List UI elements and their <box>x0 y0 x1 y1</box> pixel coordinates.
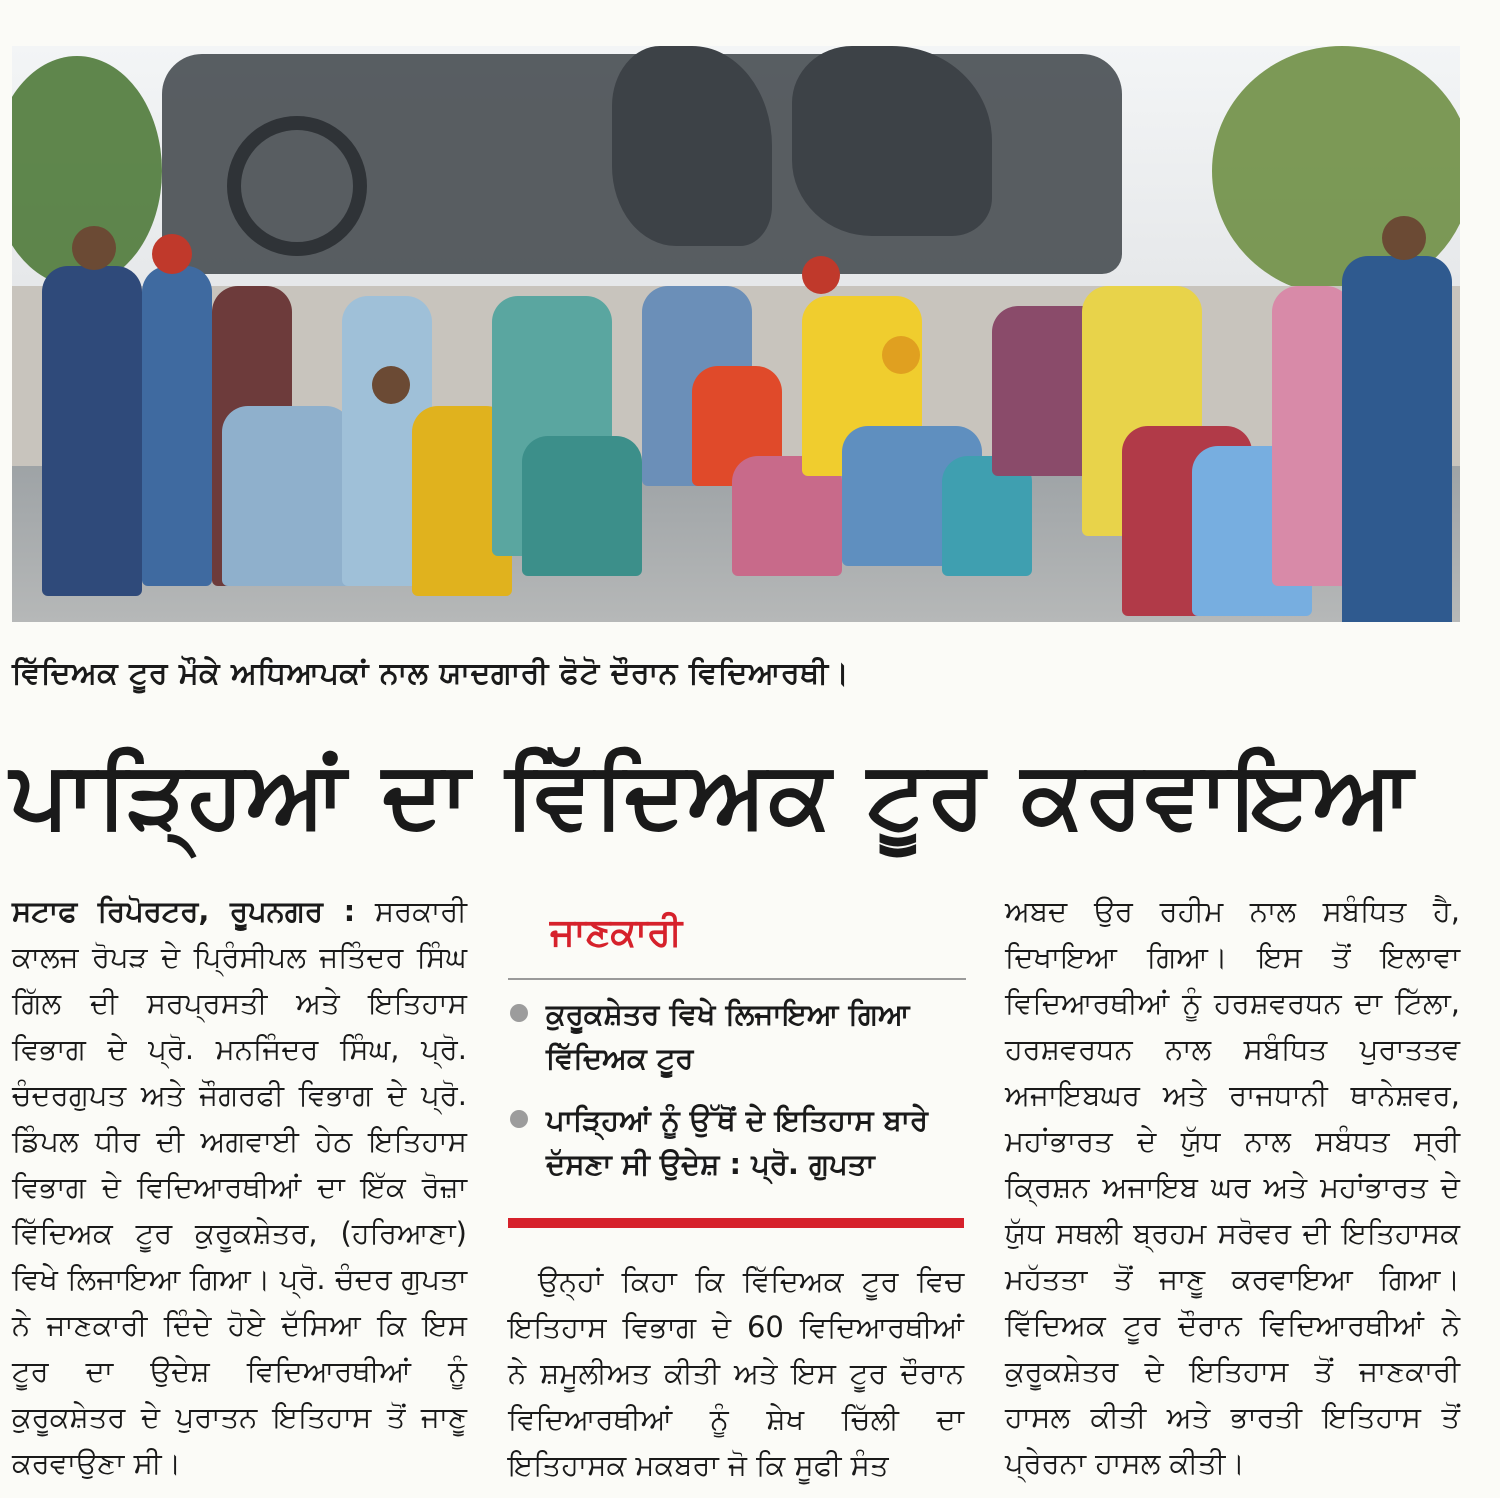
article-column-2 <box>508 1258 964 1488</box>
student-group <box>42 226 1460 622</box>
bullet-icon <box>510 1110 528 1128</box>
column-3-paragraph: ਅਬਦ ਉਰ ਰਹੀਮ ਨਾਲ ਸਬੰਧਿਤ ਹੈ, ਦਿਖਾਇਆ ਗਿਆ। ਇਸ ਤੋਂ ਇਲਾਵਾ ਵਿਦਿਆਰਥੀਆਂ ਨੂੰ ਹਰਸ਼ਵਰਧਨ ਦਾ ਟਿੱਲਾ, ਹਰਸ਼ਵਰਧਨ ਨਾਲ ਸਬੰਧਿਤ ਪੁਰਾਤਤਵ ਅਜਾਇਬਘਰ ਅਤੇ ਰਾਜਧਾਨੀ ਥਾਨੇਸ਼ਵਰ, ਮਹਾਂਭਾਰਤ ਦੇ ਯੁੱਧ ਨਾਲ ਸਬੰਧਤ ਸ੍ਰੀ ਕ੍ਰਿਸ਼ਨ ਅਜਾਇਬ ਘਰ ਅਤੇ ਮਹਾਂਭਾਰਤ ਦੇ ਯੁੱਧ ਸਥਲੀ ਬ੍ਰਹਮ ਸਰੋਵਰ ਦੀ ਇਤਿਹਾਸਕ ਮਹੱਤਤਾ ਤੋਂ ਜਾਣੂ ਕਰਵਾਇਆ ਗਿਆ। ਵਿੱਦਿਅਕ ਟੂਰ ਦੌਰਾਨ ਵਿਦਿਆਰਥੀਆਂ ਨੇ ਕੁਰੂਕਸ਼ੇਤਰ ਦੇ ਇਤਿਹਾਸ ਤੋਂ ਜਾਣਕਾਰੀ ਹਾਸਲ ਕੀਤੀ ਅਤੇ ਭਾਰਤੀ ਇਤਿਹਾਸ ਤੋਂ ਪ੍ਰੇਰਨਾ ਹਾਸਲ ਕੀਤੀ। <box>1005 894 1460 1480</box>
horse-statue-1 <box>612 46 772 246</box>
column-1-paragraph <box>12 888 467 1486</box>
info-box-title: ਜਾਣਕਾਰੀ <box>550 910 683 954</box>
article-headline: ਪਾੜ੍ਹਿਆਂ ਦਾ ਵਿੱਦਿਅਕ ਟੂਰ ਕਰਵਾਇਆ <box>10 741 1415 848</box>
horse-statue-2 <box>792 46 992 236</box>
person <box>42 266 142 596</box>
person <box>522 436 642 576</box>
head <box>802 256 840 294</box>
info-point <box>508 992 966 1080</box>
column-1-text: ਸਰਕਾਰੀ ਕਾਲਜ ਰੋਪੜ ਦੇ ਪ੍ਰਿੰਸੀਪਲ ਜਤਿੰਦਰ ਸਿੰਘ ਗਿੱਲ ਦੀ ਸਰਪ੍ਰਸਤੀ ਅਤੇ ਇਤਿਹਾਸ ਵਿਭਾਗ ਦੇ ਪ੍ਰੋ. ਮਨਜਿੰਦਰ ਸਿੰਘ, ਪ੍ਰੋ. ਚੰਦਰਗੁਪਤ ਅਤੇ ਜੌਗਰਫੀ ਵਿਭਾਗ ਦੇ ਪ੍ਰੋ. ਡਿੰਪਲ ਧੀਰ ਦੀ ਅਗਵਾਈ ਹੇਠ ਇਤਿਹਾਸ ਵਿਭਾਗ ਦੇ ਵਿਦਿਆਰਥੀਆਂ ਦਾ ਇੱਕ ਰੋਜ਼ਾ ਵਿੱਦਿਅਕ ਟੂਰ ਕੁਰੂਕਸ਼ੇਤਰ, (ਹਰਿਆਣਾ) ਵਿਖੇ ਲਿਜਾਇਆ ਗਿਆ। ਪ੍ਰੋ. ਚੰਦਰ ਗੁਪਤਾ ਨੇ ਜਾਣਕਾਰੀ ਦਿੰਦੇ ਹੋਏ ਦੱਸਿਆ ਕਿ ਇਸ ਟੂਰ ਦਾ ਉਦੇਸ਼ ਵਿਦਿਆਰਥੀਆਂ ਨੂੰ ਕੁਰੂਕਸ਼ੇਤਰ ਦੇ ਪੁਰਾਤਨ ਇਤਿਹਾਸ ਤੋਂ ਜਾਣੂ ਕਰਵਾਉਣਾ ਸੀ। <box>12 894 467 1480</box>
info-box-divider <box>508 978 966 980</box>
column-2-paragraph: ਉਨ੍ਹਾਂ ਕਿਹਾ ਕਿ ਵਿੱਦਿਅਕ ਟੂਰ ਵਿਚ ਇਤਿਹਾਸ ਵਿਭਾਗ ਦੇ 60 ਵਿਦਿਆਰਥੀਆਂ ਨੇ ਸ਼ਮੂਲੀਅਤ ਕੀਤੀ ਅਤੇ ਇਸ ਟੂਰ ਦੌਰਾਨ ਵਿਦਿਆਰਥੀਆਂ ਨੂੰ ਸ਼ੇਖ ਚਿੱਲੀ ਦਾ ਇਤਿਹਾਸਕ ਮਕਬਰਾ ਜੋ ਕਿ ਸੂਫੀ ਸੰਤ <box>508 1264 964 1482</box>
group-photo <box>12 46 1460 622</box>
head <box>72 226 116 270</box>
info-box-red-rule <box>508 1218 964 1228</box>
article-column-3 <box>1005 888 1460 1486</box>
head <box>152 234 192 274</box>
person <box>222 406 352 586</box>
head <box>1382 216 1426 260</box>
person <box>1272 286 1352 586</box>
photo-caption: ਵਿੱਦਿਅਕ ਟੂਰ ਮੌਕੇ ਅਧਿਆਪਕਾਂ ਨਾਲ ਯਾਦਗਾਰੀ ਫੋਟੋ ਦੌਰਾਨ ਵਿਦਿਆਰਥੀ। <box>12 656 850 691</box>
bullet-icon <box>510 1004 528 1022</box>
person <box>142 266 212 586</box>
head <box>372 366 410 404</box>
info-box <box>508 900 966 1204</box>
person <box>1342 256 1452 622</box>
info-point <box>508 1098 966 1186</box>
info-box-list <box>508 992 966 1186</box>
info-point-text: ਪਾੜ੍ਹਿਆਂ ਨੂੰ ਉੱਥੋਂ ਦੇ ਇਤਿਹਾਸ ਬਾਰੇ ਦੱਸਣਾ ਸੀ ਉਦੇਸ਼ : ਪ੍ਰੋ. ਗੁਪਤਾ <box>546 1103 929 1181</box>
article-column-1 <box>12 888 467 1486</box>
byline: ਸਟਾਫ ਰਿਪੋਰਟਰ, ਰੂਪਨਗਰ : <box>12 894 356 928</box>
info-point-text: ਕੁਰੂਕਸ਼ੇਤਰ ਵਿਖੇ ਲਿਜਾਇਆ ਗਿਆ ਵਿੱਦਿਅਕ ਟੂਰ <box>546 997 910 1075</box>
head <box>882 336 920 374</box>
